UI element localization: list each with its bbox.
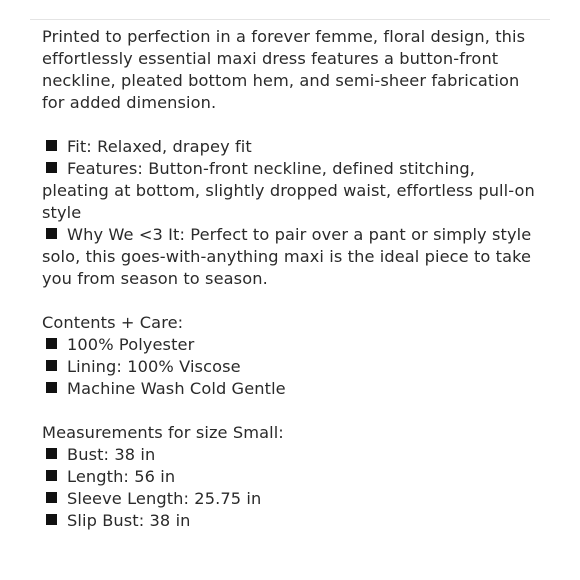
square-bullet-icon	[46, 140, 57, 151]
square-bullet-icon	[46, 448, 57, 459]
square-bullet-icon	[46, 338, 57, 349]
description-intro: Printed to perfection in a forever femme, floral design, this effortlessly essential maxi dress features a button-front neckline, pleated bottom hem, and semi-sheer fabrication for added dimension.	[42, 27, 526, 112]
description-bullet: Fit: Relaxed, drapey fit	[42, 136, 542, 158]
contents-care-item: Lining: 100% Viscose	[42, 356, 542, 378]
spacer	[42, 400, 542, 422]
square-bullet-icon	[46, 470, 57, 481]
measurement-item: Slip Bust: 38 in	[42, 510, 542, 532]
contents-care-heading: Contents + Care:	[42, 313, 184, 332]
measurement-item: Length: 56 in	[42, 466, 542, 488]
square-bullet-icon	[46, 228, 57, 239]
measurement-item: Sleeve Length: 25.75 in	[42, 488, 542, 510]
top-divider	[30, 19, 550, 20]
contents-care-item: 100% Polyester	[42, 334, 542, 356]
bottom-padding	[30, 536, 550, 580]
square-bullet-icon	[46, 360, 57, 371]
square-bullet-icon	[46, 382, 57, 393]
measurements-heading: Measurements for size Small:	[42, 423, 284, 442]
square-bullet-icon	[46, 492, 57, 503]
description-bullet: Why We <3 It: Perfect to pair over a pant or simply style solo, this goes-with-anything maxi is the ideal piece to take you from season to season.	[42, 225, 532, 288]
spacer	[42, 290, 542, 312]
spacer	[42, 114, 542, 136]
description-bullet: Features: Button-front neckline, defined stitching, pleating at bottom, slightly dropped waist, effortless pull-on style	[42, 159, 535, 222]
measurement-item: Bust: 38 in	[42, 444, 542, 466]
product-description	[42, 26, 542, 536]
contents-care-item: Machine Wash Cold Gentle	[42, 378, 542, 400]
square-bullet-icon	[46, 514, 57, 525]
square-bullet-icon	[46, 162, 57, 173]
